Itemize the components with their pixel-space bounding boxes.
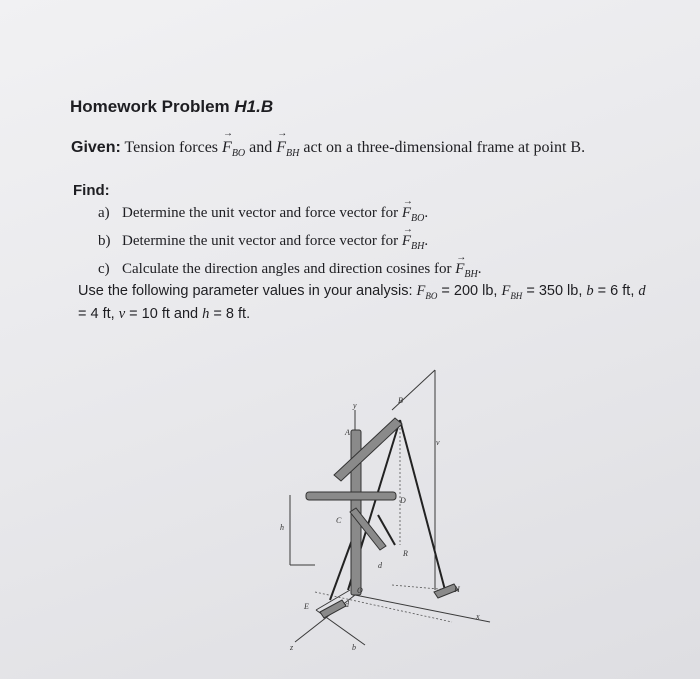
label-e: E — [304, 602, 309, 611]
parameter-values — [78, 282, 658, 323]
find-item-letter: c) — [98, 261, 110, 277]
given-text-after: act on a three-dimensional frame at point B. — [303, 139, 586, 156]
vector-f-bo-sub: BO — [231, 148, 246, 160]
find-item-letter: b) — [98, 233, 111, 249]
param-v-value: = 10 ft and — [125, 305, 203, 322]
find-item-letter: a) — [98, 205, 110, 221]
label-v: v — [436, 438, 440, 447]
vector-f-bh — [276, 139, 299, 159]
vector-f-bh-base: F — [276, 139, 287, 156]
param-fbh-value: = 350 lb, — [522, 283, 587, 299]
find-item-vector — [402, 230, 425, 258]
base-foot-e — [320, 600, 346, 618]
param-b-symbol: b — [586, 283, 594, 299]
find-item-vector-sub: BO — [411, 213, 425, 224]
param-fbo-value: = 200 lb, — [437, 283, 502, 299]
given-text-before: Tension forces — [124, 139, 219, 156]
given-statement — [71, 139, 585, 159]
param-h-value: = 8 ft. — [209, 305, 251, 322]
label-h-dimension: h — [280, 523, 284, 532]
params-intro: Use the following parameter values in your analysis: — [78, 283, 417, 299]
find-item-b — [98, 230, 481, 258]
find-item-end: . — [424, 233, 429, 249]
param-fbo-symbol: F — [416, 283, 426, 299]
param-b-value: = 6 ft, — [593, 283, 639, 299]
param-fbh-sub: BH — [510, 290, 523, 301]
label-d-point: D — [400, 496, 406, 505]
label-z: z — [290, 643, 294, 652]
find-item-end: . — [424, 205, 429, 221]
find-item-vector-base: F — [455, 261, 465, 277]
x-axis-line — [355, 595, 490, 622]
title-number: H1.B — [234, 97, 274, 116]
label-b-dimension: b — [352, 643, 356, 652]
vector-f-bo-base: F — [222, 139, 232, 156]
given-label: Given: — [71, 139, 121, 156]
label-d-mid: d — [378, 561, 382, 570]
find-item-text: Determine the unit vector and force vector for — [122, 233, 399, 249]
find-item-end: . — [477, 261, 482, 277]
find-heading — [73, 182, 110, 200]
page-title — [70, 97, 273, 117]
find-item-text: Determine the unit vector and force vector for — [122, 205, 399, 221]
find-item-vector-base: F — [401, 205, 412, 221]
param-h-symbol: h — [202, 305, 210, 322]
given-connector: and — [249, 139, 273, 156]
label-d-low: d — [345, 600, 349, 609]
param-d-value: = 4 ft, — [78, 305, 119, 322]
find-label: Find: — [73, 182, 110, 199]
param-v-symbol: v — [118, 305, 126, 322]
param-fbh-symbol: F — [501, 283, 511, 299]
find-item-vector-base: F — [401, 233, 412, 249]
frame-diagram — [260, 360, 500, 660]
vector-f-bh-sub: BH — [286, 148, 300, 160]
find-item-vector-sub: BH — [464, 269, 478, 280]
label-x: x — [476, 612, 480, 621]
label-h-point: H — [454, 585, 460, 594]
label-c: C — [336, 516, 342, 525]
find-item-vector-sub: BH — [411, 241, 425, 252]
label-y: y — [353, 401, 357, 410]
find-item-text: Calculate the direction angles and direction cosines for — [122, 261, 452, 277]
label-a: A — [345, 428, 350, 437]
label-o: O — [357, 586, 363, 595]
crossbar-c — [306, 492, 396, 500]
param-d-symbol: d — [638, 283, 646, 299]
param-fbo-sub: BO — [425, 290, 438, 301]
vector-f-bo — [222, 139, 245, 159]
label-b: B — [398, 396, 403, 405]
label-r: R — [403, 549, 408, 558]
find-list — [98, 202, 481, 286]
title-label: Homework Problem — [70, 97, 230, 116]
find-item-a — [98, 202, 481, 230]
